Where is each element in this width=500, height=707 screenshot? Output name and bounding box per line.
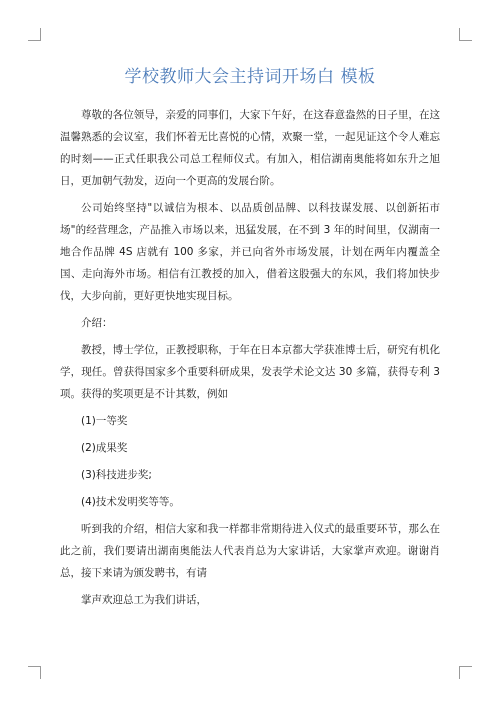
document-body [60, 104, 440, 616]
award-item: (2)成果奖 [81, 442, 128, 454]
paragraph-professor-bio: 教授，博士学位，正教授职称，于年在日本京都大学获准博士后，研究有机化学，现任。曾获得国家多个重要科研成果，发表学术论文达 30 多篇，获得专利 3 项。获得的奖项更是不计其数，例如 [60, 344, 440, 400]
paragraph-transition: 听到我的介绍，相信大家和我一样都非常期待进入仪式的最重要环节，那么在此之前，我们要请出湖南奥能法人代表肖总为大家讲话，大家掌声欢迎。谢谢肖总，接下来请为颁发聘书，有请 [60, 523, 440, 579]
page-corner-mark-bottom-right [459, 666, 472, 679]
award-item: (1)一等奖 [81, 415, 128, 427]
document-title: 学校教师大会主持词开场白 模板 [124, 67, 376, 87]
page-corner-mark-top-left [28, 28, 41, 41]
paragraph-closing: 掌声欢迎总工为我们讲话， [81, 594, 207, 606]
page-corner-mark-bottom-left [28, 666, 41, 679]
award-item: (3)科技进步奖; [81, 469, 152, 481]
paragraph-company-philosophy: 公司始终坚持"以诚信为根本、以品质创品牌、以科技谋发展、以创新拓市场"的经营理念，产品推入市场以来，迅猛发展，在不到 3 年的时间里，仅湖南一地合作品牌 4S 店就有 100 多家，并已向省外市场发展，计划在两年内覆盖全国、走向海外市场。相信有江教授的加入，借着这股强大的东风，我们将加快步伐，大步向前，更好更快地实现目标。 [60, 202, 440, 302]
paragraph-greeting: 尊敬的各位领导，亲爱的同事们，大家下午好，在这春意盎然的日子里，在这温馨熟悉的会议室，我们怀着无比喜悦的心情，欢聚一堂，一起见证这个令人难忘的时刻——正式任职我公司总工程师仪式。有加入，相信湖南奥能将如东升之旭日，更加朝气勃发，迈向一个更高的发展台阶。 [60, 109, 440, 187]
paragraph-intro-heading: 介绍： [81, 317, 113, 329]
page-corner-mark-top-right [459, 28, 472, 41]
award-item: (4)技术发明奖等等。 [81, 496, 180, 508]
